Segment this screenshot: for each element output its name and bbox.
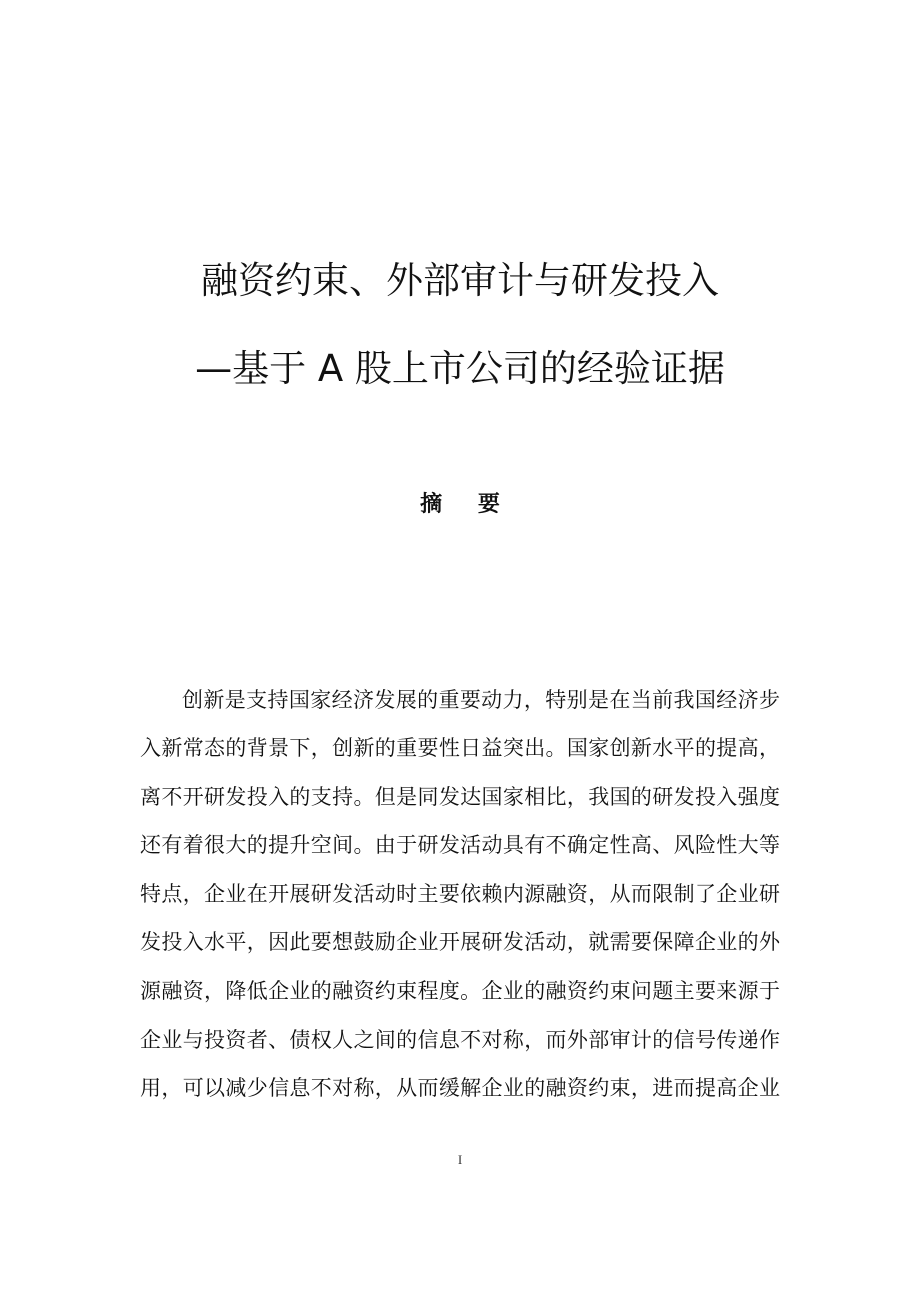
abstract-paragraph-line: 创新是支持国家经济发展的重要动力，特别是在当前我国经济步: [182, 688, 780, 712]
abstract-heading: 摘 要: [420, 492, 514, 517]
title-main: 融资约束、外部审计与研发投入: [201, 259, 719, 302]
abstract-paragraph-line: 还有着很大的提升空间。由于研发活动具有不确定性高、风险性大等: [140, 833, 780, 857]
abstract-paragraph-line: 企业与投资者、债权人之间的信息不对称，而外部审计的信号传递作: [140, 1028, 780, 1052]
abstract-paragraph-line: 源融资，降低企业的融资约束程度。企业的融资约束问题主要来源于: [140, 979, 780, 1003]
title-subtitle: —基于 A 股上市公司的经验证据: [195, 347, 725, 390]
abstract-paragraph-line: 发投入水平，因此要想鼓励企业开展研发活动，就需要保障企业的外: [140, 930, 780, 954]
abstract-paragraph-line: 入新常态的背景下，创新的重要性日益突出。国家创新水平的提高，: [140, 736, 780, 760]
abstract-paragraph-line: 离不开研发投入的支持。但是同发达国家相比，我国的研发投入强度: [140, 785, 780, 809]
page-number: I: [457, 1152, 463, 1167]
abstract-paragraph-line: 特点，企业在开展研发活动时主要依赖内源融资，从而限制了企业研: [140, 882, 780, 906]
abstract-paragraph-line: 用，可以减少信息不对称，从而缓解企业的融资约束，进而提高企业: [140, 1076, 780, 1100]
